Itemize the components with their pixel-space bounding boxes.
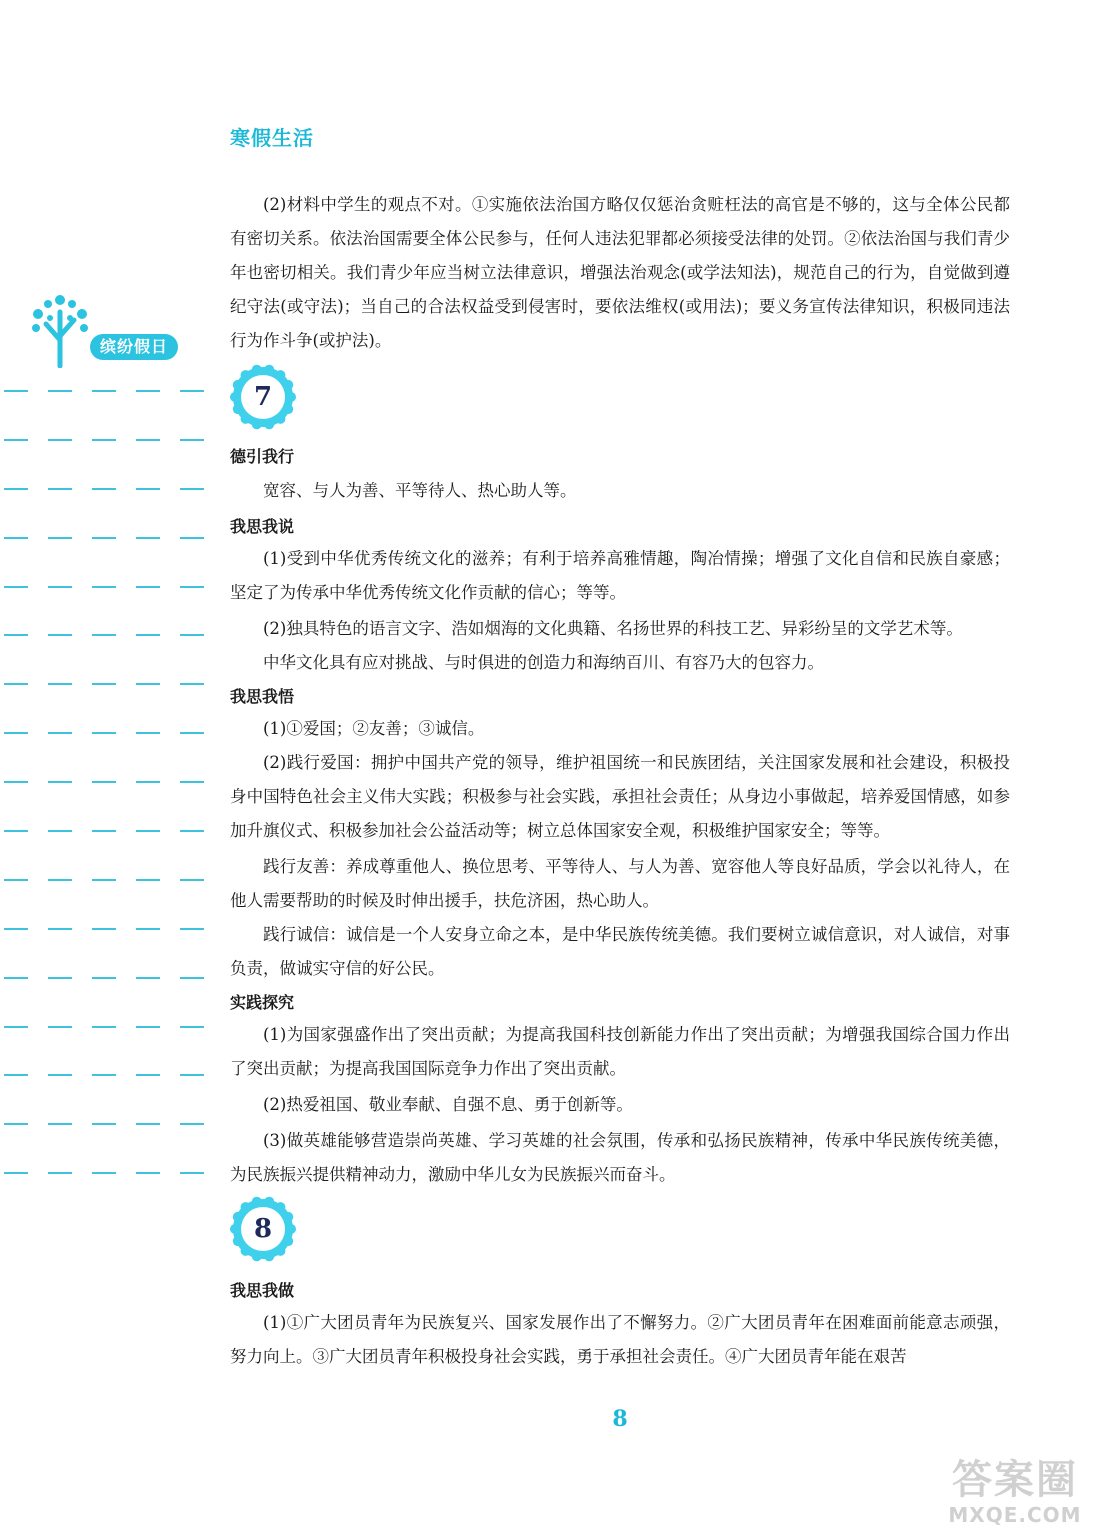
dash-row (0, 928, 210, 977)
dash (92, 1123, 116, 1125)
dash (92, 683, 116, 685)
section-title: 我思我说 (230, 517, 295, 536)
dash (136, 586, 160, 588)
side-dash-lines (0, 390, 210, 1221)
dash (48, 830, 72, 832)
dash (48, 634, 72, 636)
dash (92, 488, 116, 490)
dash-row (0, 1172, 210, 1221)
dash (180, 732, 204, 734)
dash (92, 1074, 116, 1076)
dash (4, 1026, 28, 1028)
section-title: 实践探究 (230, 993, 295, 1012)
dash (4, 537, 28, 539)
watermark (930, 1458, 1100, 1532)
intro-paragraph: (2)材料中学生的观点不对。①实施依法治国方略仅仅惩治贪赃枉法的高官是不够的，这与全体公民都有密切关系。依法治国需要全体公民参与，任何人违法犯罪都必须接受法律的处罚。②依法治国与我们青少年也密切相关。我们青少年应当树立法律意识，增强法治观念(或学法知法)，规范自己的行为，自觉做到遵纪守法(或守法)；当自己的合法权益受到侵害时，要依法维权(或用法)；要义务宣传法律知识，积极同违法行为作斗争(或护法)。 (230, 195, 1010, 350)
dash (136, 1123, 160, 1125)
dash (48, 1123, 72, 1125)
dash (48, 781, 72, 783)
dash (92, 732, 116, 734)
dash-row (0, 732, 210, 781)
dash (136, 879, 160, 881)
watermark-line1: 答案圈 (952, 1457, 1078, 1503)
dash (48, 732, 72, 734)
dash (48, 537, 72, 539)
dash-row (0, 1026, 210, 1075)
paragraph: (1)①广大团员青年为民族复兴、国家发展作出了不懈努力。②广大团员青年在困难面前能意志顽强，努力向上。③广大团员青年积极投身社会实践，勇于承担社会责任。④广大团员青年能在艰苦 (230, 1313, 1010, 1366)
dash (92, 830, 116, 832)
dash (92, 879, 116, 881)
dash (92, 634, 116, 636)
dash (48, 1026, 72, 1028)
dash (92, 928, 116, 930)
dash (48, 1172, 72, 1174)
lesson-8-badge (230, 1196, 296, 1262)
dash (4, 586, 28, 588)
dash (136, 781, 160, 783)
dash (48, 879, 72, 881)
dash (92, 1026, 116, 1028)
paragraph: (1)受到中华优秀传统文化的滋养；有利于培养高雅情趣，陶冶情操；增强了文化自信和民族自豪感；坚定了为传承中华优秀传统文化作贡献的信心；等等。 (230, 549, 1010, 602)
dash (180, 683, 204, 685)
side-badge: 缤纷假日 (90, 334, 178, 360)
dash-row (0, 439, 210, 488)
dash (136, 732, 160, 734)
dash (180, 781, 204, 783)
dash (136, 683, 160, 685)
dash (180, 1074, 204, 1076)
dash (180, 1123, 204, 1125)
header-title: 寒假生活 (230, 126, 314, 150)
dash (4, 1172, 28, 1174)
dash (48, 586, 72, 588)
paragraph: (2)独具特色的语言文字、浩如烟海的文化典籍、名扬世界的科技工艺、异彩纷呈的文学艺术等。 (263, 619, 963, 638)
dash (4, 732, 28, 734)
dash (92, 537, 116, 539)
dash (180, 537, 204, 539)
dash (4, 879, 28, 881)
page-number: 8 (612, 1406, 628, 1432)
dash-row (0, 830, 210, 879)
dash-row (0, 1123, 210, 1172)
dash (4, 634, 28, 636)
dash (48, 1074, 72, 1076)
paragraph: 践行诚信：诚信是一个人安身立命之本，是中华民族传统美德。我们要树立诚信意识，对人诚信，对事负责，做诚实守信的好公民。 (230, 925, 1010, 978)
dash (4, 1123, 28, 1125)
dash (4, 977, 28, 979)
dash (136, 928, 160, 930)
watermark-line2: MXQE.COM (948, 1503, 1082, 1527)
paragraph: (2)热爱祖国、敬业奉献、自强不息、勇于创新等。 (263, 1095, 633, 1114)
section-title: 德引我行 (230, 447, 295, 466)
lesson-7-badge (230, 364, 296, 430)
dash (136, 488, 160, 490)
dash (48, 390, 72, 392)
dash-row (0, 634, 210, 683)
section-title: 我思我悟 (230, 687, 295, 706)
dash (136, 830, 160, 832)
dash (180, 879, 204, 881)
dash (136, 634, 160, 636)
dash (92, 781, 116, 783)
paragraph: (1)①爱国；②友善；③诚信。 (263, 719, 485, 738)
dash (180, 586, 204, 588)
dash (92, 977, 116, 979)
section-title: 我思我做 (230, 1281, 295, 1300)
lesson-number: 7 (253, 382, 273, 412)
dash-row (0, 879, 210, 928)
dash (92, 586, 116, 588)
dash-row (0, 390, 210, 439)
paragraph: 中华文化具有应对挑战、与时俱进的创造力和海纳百川、有容乃大的包容力。 (263, 653, 824, 672)
dash (136, 977, 160, 979)
dash (136, 1026, 160, 1028)
dash (136, 537, 160, 539)
paragraph: (3)做英雄能够营造崇尚英雄、学习英雄的社会氛围，传承和弘扬民族精神，传承中华民族传统美德，为民族振兴提供精神动力，激励中华儿女为民族振兴而奋斗。 (230, 1131, 1010, 1184)
dash (180, 830, 204, 832)
paragraph: 践行友善：养成尊重他人、换位思考、平等待人、与人为善、宽容他人等良好品质，学会以礼待人，在他人需要帮助的时候及时伸出援手，扶危济困，热心助人。 (230, 857, 1010, 910)
dash (180, 977, 204, 979)
dash-row (0, 977, 210, 1026)
dash (4, 928, 28, 930)
dash (92, 1172, 116, 1174)
dash (180, 390, 204, 392)
dash (48, 488, 72, 490)
dash (48, 439, 72, 441)
dash-row (0, 683, 210, 732)
dash-row (0, 488, 210, 537)
dash (4, 781, 28, 783)
lesson-number: 8 (253, 1214, 273, 1244)
dash (180, 928, 204, 930)
dash (4, 1074, 28, 1076)
dash (136, 390, 160, 392)
dash (136, 1172, 160, 1174)
dash (180, 1026, 204, 1028)
dash-row (0, 586, 210, 635)
dash (4, 683, 28, 685)
dash-row (0, 781, 210, 830)
paragraph: (2)践行爱国：拥护中国共产党的领导，维护祖国统一和民族团结，关注国家发展和社会建设，积极投身中国特色社会主义伟大实践；积极参与社会实践，承担社会责任；从身边小事做起，培养爱国情感，如参加升旗仪式、积极参加社会公益活动等；树立总体国家安全观，积极维护国家安全；等等。 (230, 753, 1010, 840)
side-logo (22, 288, 202, 368)
dash (4, 390, 28, 392)
paragraph: (1)为国家强盛作出了突出贡献；为提高我国科技创新能力作出了突出贡献；为增强我国综合国力作出了突出贡献；为提高我国国际竞争力作出了突出贡献。 (230, 1025, 1010, 1078)
tree-icon (22, 288, 92, 368)
dash (92, 390, 116, 392)
dash-row (0, 537, 210, 586)
dash (4, 830, 28, 832)
dash (48, 928, 72, 930)
dash (4, 439, 28, 441)
dash (92, 439, 116, 441)
dash (180, 439, 204, 441)
paragraph: 宽容、与人为善、平等待人、热心助人等。 (263, 481, 577, 500)
dash (48, 683, 72, 685)
dash-row (0, 1074, 210, 1123)
dash (180, 1172, 204, 1174)
dash (180, 488, 204, 490)
dash (136, 439, 160, 441)
dash (136, 1074, 160, 1076)
dash (180, 634, 204, 636)
dash (48, 977, 72, 979)
dash (4, 488, 28, 490)
